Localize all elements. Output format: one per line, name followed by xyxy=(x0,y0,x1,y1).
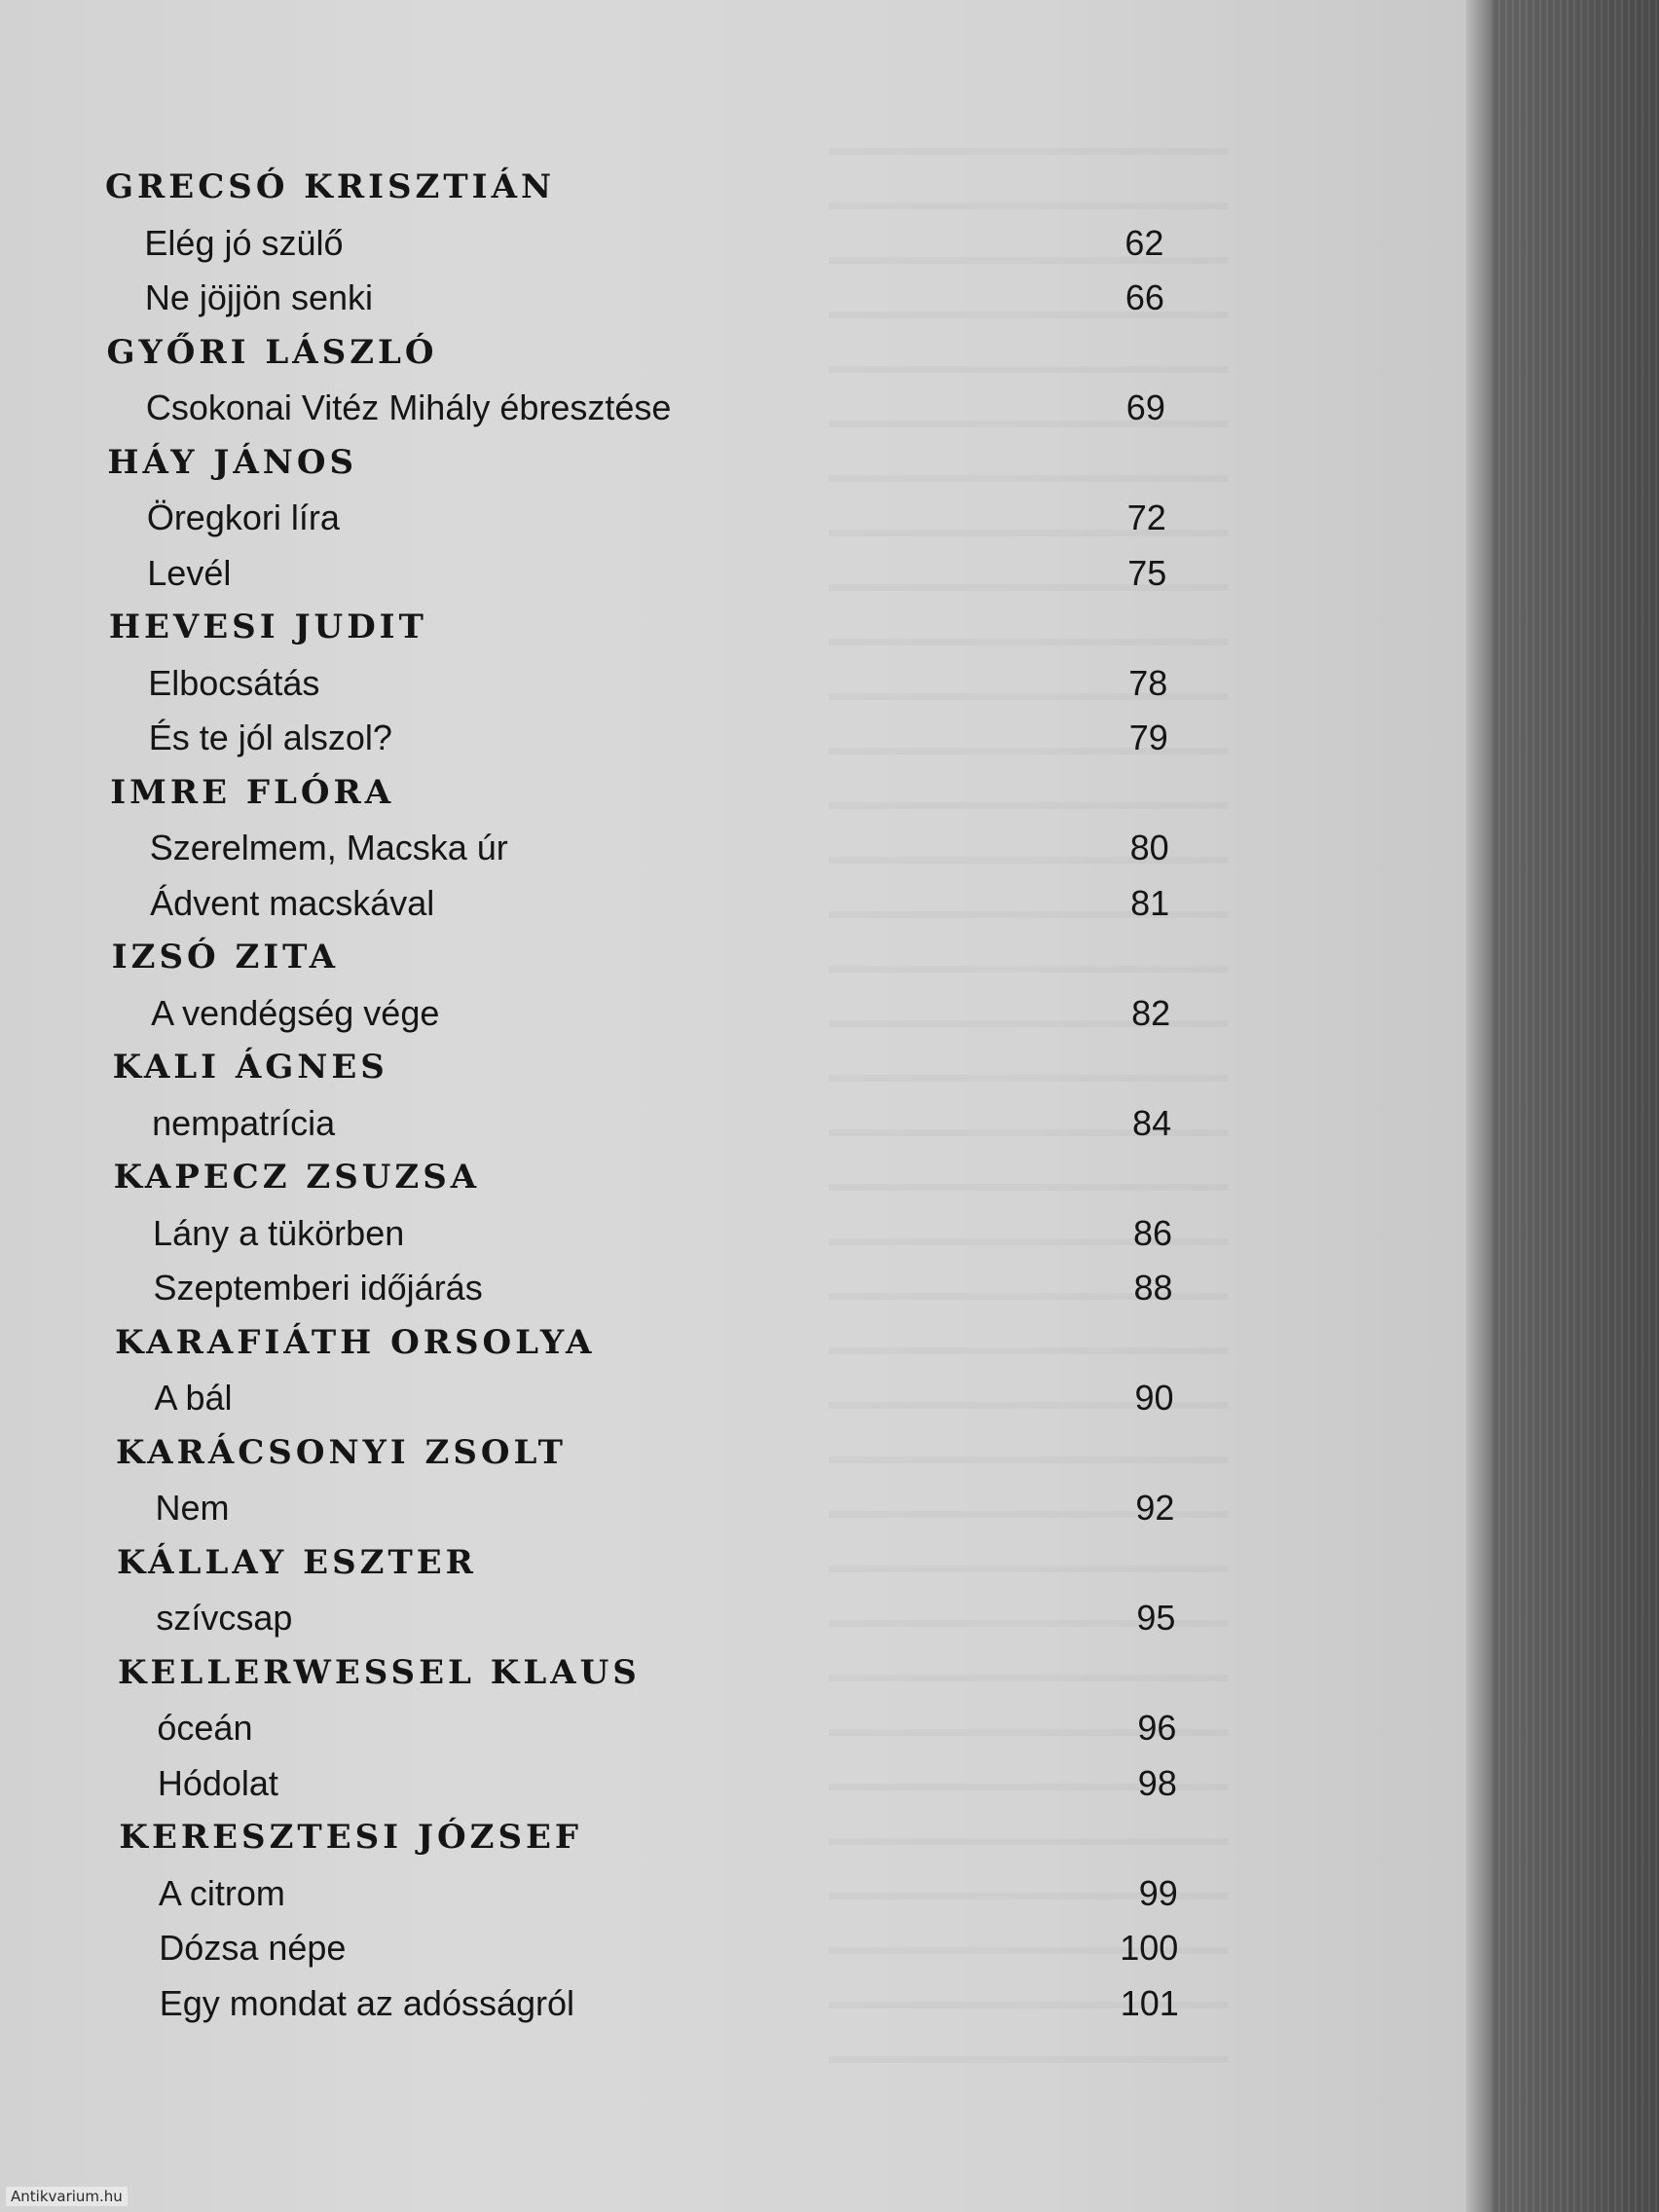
toc-entry-title: Elég jó szülő xyxy=(144,222,344,263)
toc-entry-page-number: 86 xyxy=(1133,1212,1173,1253)
toc-author: KÁLLAY ESZTER xyxy=(117,1542,477,1582)
toc-entry xyxy=(150,878,1416,929)
toc-entry-title: Elbocsátás xyxy=(148,662,320,703)
toc-entry-page-number: 96 xyxy=(1137,1708,1177,1748)
toc-entry-title: A citrom xyxy=(158,1872,285,1913)
toc-entry xyxy=(157,1703,1422,1753)
toc-entry-page-number: 82 xyxy=(1131,992,1171,1033)
toc-entry-page-number: 95 xyxy=(1136,1598,1176,1638)
toc-author: IZSÓ ZITA xyxy=(111,938,339,977)
toc-entry-page-number: 75 xyxy=(1127,552,1167,593)
toc-entry-title: Csokonai Vitéz Mihály ébresztése xyxy=(145,387,672,427)
toc-entry-page-number: 99 xyxy=(1138,1872,1178,1913)
toc-entry xyxy=(150,823,1416,873)
toc-entry-page-number: 80 xyxy=(1129,828,1169,867)
toc-entry xyxy=(144,218,1410,269)
toc-entry xyxy=(146,383,1412,433)
toc-author: KELLERWESSEL KLAUS xyxy=(117,1652,641,1692)
toc-entry xyxy=(145,273,1411,323)
watermark: Antikvarium.hu xyxy=(6,2187,128,2206)
toc-author: IMRE FLÓRA xyxy=(110,772,395,812)
toc-author: KAPECZ ZSUZSA xyxy=(113,1158,481,1197)
toc-entry-title: Lány a tükörben xyxy=(153,1212,405,1253)
toc-entry xyxy=(151,988,1417,1039)
toc-entry-title: És te jól alszol? xyxy=(148,718,392,757)
toc-entry xyxy=(152,1098,1418,1149)
toc-entry-title: Hódolat xyxy=(157,1762,278,1803)
toc-entry xyxy=(149,713,1415,763)
toc-entry-page-number: 90 xyxy=(1134,1378,1174,1418)
toc-entry-title: szívcsap xyxy=(156,1598,293,1638)
toc-entry xyxy=(159,1923,1424,1973)
toc-entry-title: A vendégség vége xyxy=(151,992,440,1033)
toc-entry-title: Egy mondat az adósságról xyxy=(159,1982,575,2023)
toc-author: GYŐRI LÁSZLÓ xyxy=(106,332,438,372)
toc-entry-page-number: 100 xyxy=(1120,1928,1179,1968)
toc-entry xyxy=(154,1263,1419,1313)
toc-entry-page-number: 81 xyxy=(1130,882,1170,923)
toc-entry-title: Szerelmem, Macska úr xyxy=(149,828,508,867)
toc-entry-page-number: 78 xyxy=(1128,662,1168,703)
toc-entry-page-number: 72 xyxy=(1126,498,1166,537)
toc-author: HEVESI JUDIT xyxy=(108,608,427,646)
toc-author: GRECSÓ KRISZTIÁN xyxy=(105,167,556,206)
toc-author: KALI ÁGNES xyxy=(112,1048,388,1087)
toc-entry-page-number: 69 xyxy=(1125,387,1165,427)
toc-author: KERESZTESI JÓZSEF xyxy=(119,1818,583,1857)
toc-entry xyxy=(147,548,1413,599)
toc-entry-title: óceán xyxy=(157,1708,253,1748)
toc-entry xyxy=(147,493,1413,543)
toc-entry-title: Levél xyxy=(147,552,232,593)
toc-entry xyxy=(156,1593,1421,1643)
page-edge xyxy=(1466,0,1492,2212)
toc-author: HÁY JÁNOS xyxy=(107,442,358,482)
toc-entry-page-number: 98 xyxy=(1137,1762,1177,1803)
toc-entry-title: Ne jöjjön senki xyxy=(144,277,374,317)
toc-entry xyxy=(159,1868,1424,1919)
toc-entry-page-number: 101 xyxy=(1120,1982,1179,2023)
toc-entry-page-number: 62 xyxy=(1124,222,1164,263)
toc-entry-title: nempatrícia xyxy=(152,1102,336,1143)
toc-entry-title: Dózsa népe xyxy=(159,1928,347,1968)
toc-entry xyxy=(148,658,1414,709)
toc-entry xyxy=(154,1373,1419,1423)
toc-author: KARAFIÁTH ORSOLYA xyxy=(115,1322,596,1362)
toc-entry xyxy=(160,1978,1425,2029)
toc-entry-title: Nem xyxy=(155,1488,230,1528)
toc-entry-title: Ádvent macskával xyxy=(150,882,435,923)
toc-entry-page-number: 66 xyxy=(1124,277,1164,317)
toc-entry-title: Öregkori líra xyxy=(146,498,340,537)
toc-entry-title: Szeptemberi időjárás xyxy=(153,1268,483,1308)
toc-entry xyxy=(155,1483,1420,1533)
toc-entry xyxy=(158,1758,1423,1809)
toc-author: KARÁCSONYI ZSOLT xyxy=(116,1432,567,1472)
page-stack xyxy=(1492,0,1659,2212)
toc-entry-page-number: 92 xyxy=(1135,1488,1175,1528)
toc-entry-page-number: 88 xyxy=(1133,1268,1173,1308)
toc-entry xyxy=(153,1208,1419,1259)
toc-entry-page-number: 84 xyxy=(1132,1102,1172,1143)
toc-entry-title: A bál xyxy=(154,1378,233,1418)
toc-entry-page-number: 79 xyxy=(1128,718,1168,757)
